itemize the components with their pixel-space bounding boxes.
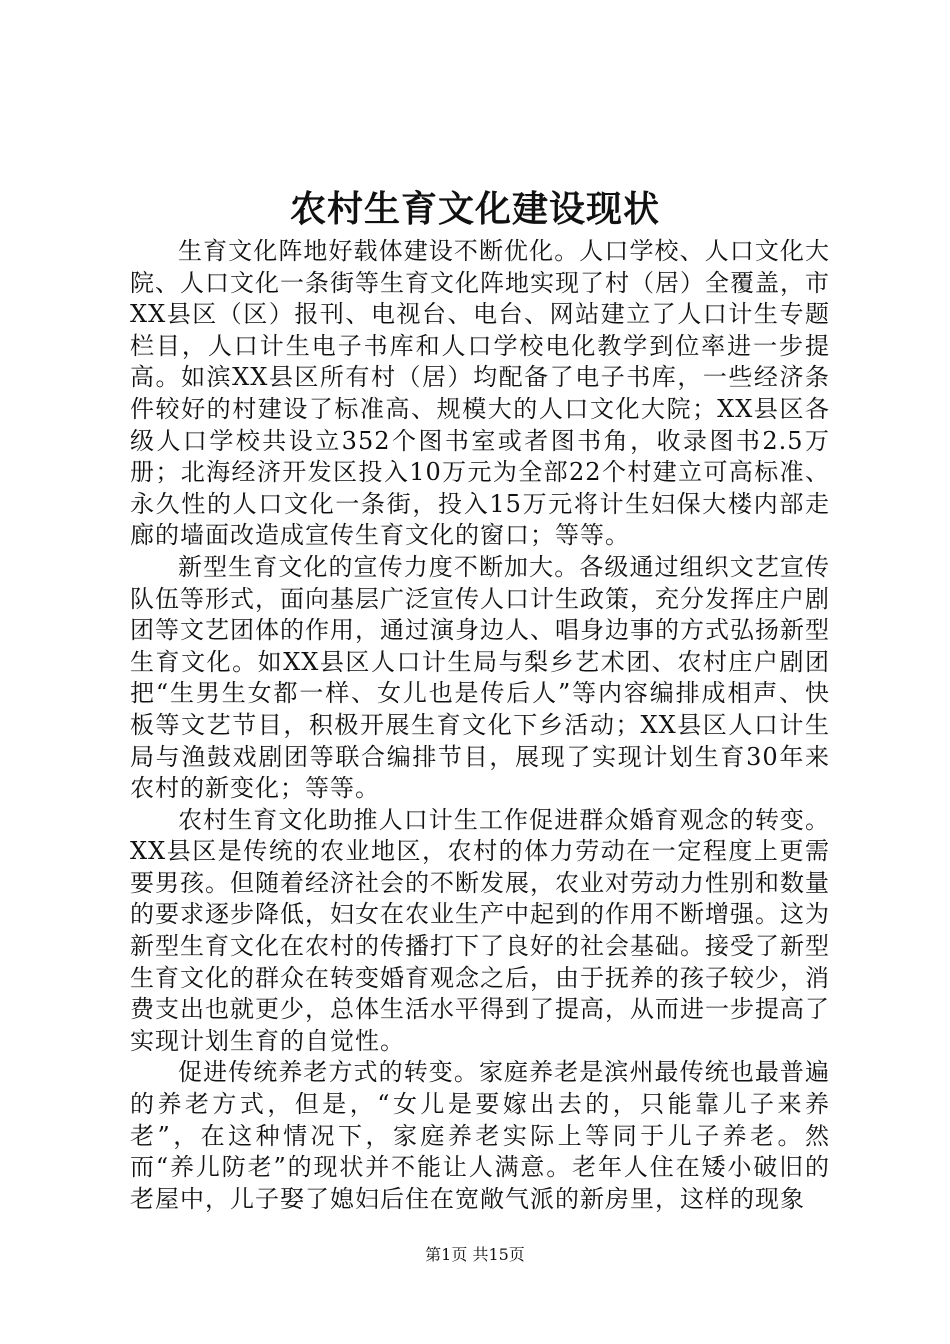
page-number-footer: 第1页 共15页 — [425, 1245, 525, 1264]
paragraph-1: 生育文化阵地好载体建设不断优化。人口学校、人口文化大院、人口文化一条街等生育文化阵地实现了村（居）全覆盖，市XX县区（区）报刊、电视台、电台、网站建立了人口计生专题栏目，人口计生电子书库和人口学校电化教学到位率进一步提高。如滨XX县区所有村（居）均配备了电子书库，一些经济条件较好的村建设了标准高、规模大的人口文化大院；XX县区各级人口学校共设立352个图书室或者图书角，收录图书2.5万册；北海经济开发区投入10万元为全部22个村建立可高标准、永久性的人口文化一条街，投入15万元将计生妇保大楼内部走廊的墙面改造成宣传生育文化的窗口；等等。 — [130, 237, 830, 550]
paragraph-2: 新型生育文化的宣传力度不断加大。各级通过组织文艺宣传队伍等形式，面向基层广泛宣传人口计生政策，充分发挥庄户剧团等文艺团体的作用，通过演身边人、唱身边事的方式弘扬新型生育文化。如XX县区人口计生局与梨乡艺术团、农村庄户剧团把“生男生女都一样、女儿也是传后人”等内容编排成相声、快板等文艺节目，积极开展生育文化下乡活动；XX县区人口计生局与渔鼓戏剧团等联合编排节目，展现了实现计划生育30年来农村的新变化；等等。 — [130, 552, 830, 803]
paragraph-4: 促进传统养老方式的转变。家庭养老是滨州最传统也最普遍的养老方式，但是，“女儿是要嫁出去的，只能靠儿子来养老”，在这种情况下，家庭养老实际上等同于儿子养老。然而“养儿防老”的现状并不能让人满意。老年人住在矮小破旧的老屋中，儿子娶了媳妇后住在宽敞气派的新房里，这样的现象 — [130, 1058, 830, 1213]
paragraph-3: 农村生育文化助推人口计生工作促进群众婚育观念的转变。XX县区是传统的农业地区，农村的体力劳动在一定程度上更需要男孩。但随着经济社会的不断发展，农业对劳动力性别和数量的要求逐步降低，妇女在农业生产中起到的作用不断增强。这为新型生育文化在农村的传播打下了良好的社会基础。接受了新型生育文化的群众在转变婚育观念之后，由于抚养的孩子较少，消费支出也就更少，总体生活水平得到了提高，从而进一步提高了实现计划生育的自觉性。 — [130, 805, 830, 1055]
document-title: 农村生育文化建设现状 — [289, 188, 660, 230]
document-body — [130, 236, 830, 1215]
